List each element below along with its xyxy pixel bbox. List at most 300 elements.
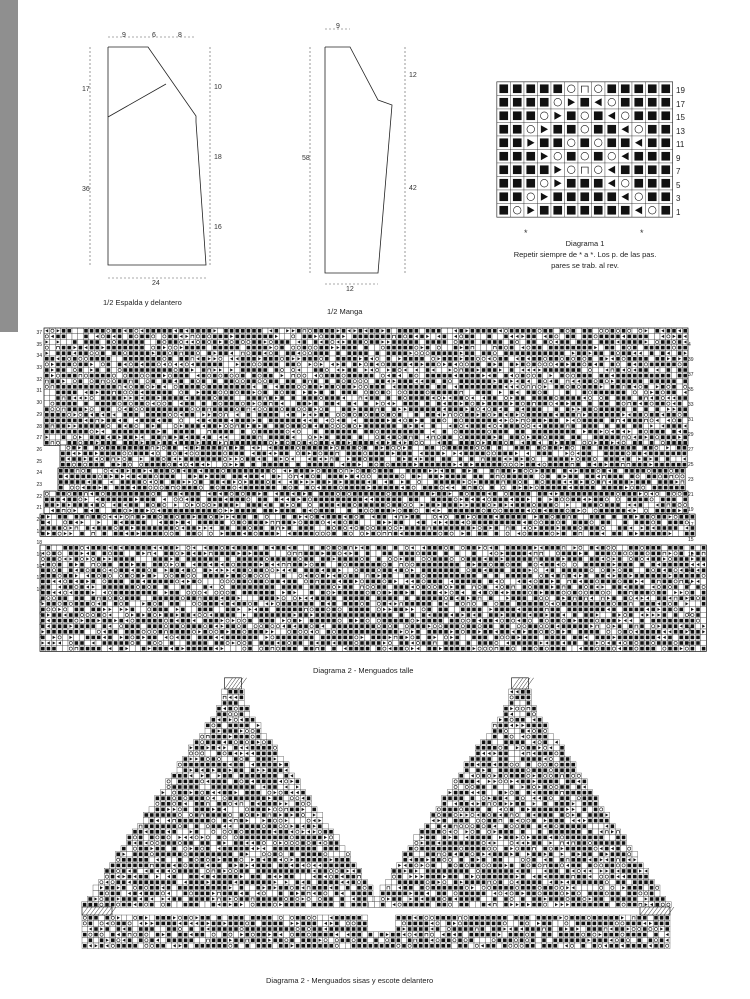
diagram-2-right-row-number: 31 [688,417,694,423]
diagram-1-cell [619,190,633,204]
diagram-1-row-number: 19 [676,86,685,95]
diagram-1-cell [659,177,673,191]
diagram-1-cell [511,109,525,123]
diagram-2-waist-row [40,514,695,520]
diagram-2-left-row-number: 24 [36,470,42,477]
diagram-2-left-row-number: 20 [36,517,42,523]
diagram-2-waist-row [40,623,706,629]
diagram-1-cell [632,177,646,191]
sleeve-dim-bottom: 12 [346,286,354,293]
diagram-2-armhole-row [503,711,537,717]
diagram-1-cell [646,82,660,96]
diagram-1-cell [578,136,592,150]
diagram-1-cell [511,82,525,96]
diagram-2-armhole-row [481,739,559,745]
diagram-2-armhole-row [498,717,543,723]
diagram-1-cell [659,190,673,204]
diagram-1-cell [605,136,619,150]
diagram-2-waist-row [40,573,706,579]
diagram-1-cell [592,136,606,150]
diagram-2-waist-row [44,491,688,497]
diagram-1-title: Diagrama 1 [565,239,605,248]
diagram-2-waist-row [44,412,688,418]
diagram-2-left-row-number: 29 [36,411,42,418]
diagram-2-left-row-number: 35 [36,341,42,348]
diagram-2-armhole-row [470,756,571,762]
diagram-1-cell [524,190,538,204]
diagram-2-armhole-grid [0,675,750,975]
diagram-2-armhole-row [492,723,548,729]
diagram-2-waist-row [44,345,688,351]
diagram-2-armhole-row [177,767,289,773]
diagram-2-waist-row [44,508,688,514]
diagram-2-armhole-row [132,829,334,835]
diagram-2-right-row-number: 19 [688,507,694,513]
diagram-2-waist-row [58,485,685,491]
diagram-2-right-row-number: 21 [688,492,694,498]
diagram-1-cell [605,123,619,137]
diagram-1-cell [605,204,619,218]
diagram-2-waist-row [44,373,688,379]
diagram-2-armhole-row [402,857,637,863]
diagram-2-waist-row [40,579,706,585]
diagram-2-waist-row [44,423,688,429]
diagram-1-cell [511,136,525,150]
diagram-2-armhole-row [419,829,621,835]
diagram-1-cell [592,109,606,123]
diagram-1-cell [538,123,552,137]
diagram-1-cell [538,190,552,204]
diagram-2-waist-row [40,531,695,537]
diagram-1-cell [619,96,633,110]
diagram-2-left-row-number: 34 [36,353,42,360]
diagram-2-waist-row [60,451,687,457]
diagram-1-cell [497,150,511,164]
diagram-2-waist-row [44,390,688,396]
diagram-1-cell [646,136,660,150]
diagram-2-armhole-row [93,891,373,897]
diagram-2-armhole-row [464,762,576,768]
diagram-1-cell [565,136,579,150]
diagram-2-waist-row [60,445,687,451]
diagram-2-armhole-row [155,795,312,801]
diagram-2-waist-row [44,356,688,362]
diagram-2-right-row-number: 1 [688,642,691,648]
diagram-1-row-numbers [676,84,690,219]
diagram-2-armhole-row [115,857,350,863]
diagram-1-cell [646,177,660,191]
diagram-1-cell [497,109,511,123]
diagram-1-cell [565,82,579,96]
diagram-1-cell [646,109,660,123]
diagram-2-waist-row [40,584,706,590]
dim-bottom: 24 [152,280,160,287]
dim-right-low: 16 [214,224,222,231]
schematic-back-front-caption: 1/2 Espalda y delantero [103,298,182,307]
diagram-2-right-row-number: 17 [688,522,694,528]
diagram-2-left-row-number: 19 [36,528,42,535]
diagram-2-armhole-row [442,795,599,801]
diagram-1-cell [538,150,552,164]
diagram-1-row-number: 11 [676,140,685,149]
diagram-1-cell [497,136,511,150]
diagram-1-cell [551,109,565,123]
diagram-2-waist-row [44,378,688,384]
diagram-2-armhole-row [115,851,350,857]
diagram-1-cell [511,204,525,218]
diagram-2-waist-row [44,395,688,401]
diagram-1-row-number: 15 [676,113,685,122]
diagram-2-waist-row [44,350,688,356]
diagram-2-right-row-number: 5 [688,612,691,618]
diagram-2-armhole-row [160,790,306,796]
diagram-1-cell [578,204,592,218]
diagram-2-left-row-number: 18 [36,540,42,547]
diagram-2-right-row-number: 9 [688,582,691,588]
diagram-2-left-row-number: 22 [36,493,42,500]
diagram-1-cell [646,190,660,204]
diagram-1-cell [659,123,673,137]
diagram-2-armhole-row [380,885,660,891]
diagram-1-cell [605,163,619,177]
sleeve-dim-right-lower: 42 [409,185,417,192]
diagram-2-armhole-row [104,868,362,874]
diagram-1-cell [511,150,525,164]
diagram-2-armhole-row [453,784,587,790]
diagram-1-cell [605,96,619,110]
diagram-2-right-row-number: 33 [688,402,694,408]
diagram-2-waist-row [44,328,688,334]
diagram-2-armhole-row [374,896,665,902]
diagram-1-cell [605,82,619,96]
diagram-1-cell [659,204,673,218]
diagram-2-waist-row [44,502,688,508]
diagram-1-cell [524,136,538,150]
diagram-2-armhole-row [121,846,345,852]
diagram-2-right-row-number: 15 [688,537,694,543]
diagram-1-cell [538,177,552,191]
diagram-2-left-row-number: 26 [36,446,42,453]
dim-top-mid: 6 [152,32,156,39]
sleeve-dim-right-upper: 12 [409,72,417,79]
diagram-1-cell [632,150,646,164]
diagram-1-cell [538,136,552,150]
diagram-2-armhole-row [143,812,322,818]
diagram-2-right-row-number: 39 [688,357,694,363]
diagram-1-row-number: 3 [676,194,681,203]
diagram-1-cell [592,163,606,177]
diagram-1-cell [551,136,565,150]
diagram-2-armhole-row [199,734,266,740]
diagram-2-left-row-number: 33 [36,365,42,372]
diagram-1-legend [490,238,680,271]
diagram-2-armhole-row [509,700,531,706]
diagram-2-armhole-row [447,790,593,796]
diagram-1-cell [632,109,646,123]
dim-left-upper: 17 [82,86,90,93]
diagram-2-waist-row [44,418,688,424]
diagram-1-cell [605,190,619,204]
diagram-2-armhole-row [127,835,340,841]
diagram-1-cell [497,123,511,137]
diagram-2-armhole-row [82,902,384,908]
diagram-2-armhole-caption: Diagrama 2 - Menguados sisas y escote delantero [266,976,434,985]
diagram-1-cell [592,96,606,110]
diagram-2-right-row-number: 13 [688,552,694,558]
diagram-1-cell [538,204,552,218]
diagram-2-waist-row [44,497,688,503]
diagram-1-cell [511,190,525,204]
diagram-2-waist-row [40,635,706,641]
diagram-2-armhole-row [205,728,261,734]
diagram-1-row-number: 9 [676,153,681,163]
diagram-1-cell [565,190,579,204]
diagram-2-armhole-row [171,773,294,779]
diagram-2-left-row-number: 10 [36,587,42,594]
diagram-1-row-number: 7 [676,167,681,176]
diagram-2-waist-row [44,406,688,412]
diagram-2-left-row-number: 4 [39,622,42,629]
diagram-2-armhole-row [127,840,340,846]
diagram-2-armhole-row [397,863,643,869]
diagram-1-cell [511,123,525,137]
diagram-2-armhole-row [391,874,649,880]
sleeve-dim-left: 58 [302,155,310,162]
diagram-1-cell [524,96,538,110]
diagram-2-right-row-number: 29 [688,432,694,438]
diagram-1-cell [619,177,633,191]
diagram-1-cell [578,190,592,204]
diagram-1-cell [659,82,673,96]
diagram-2-waist-row [40,520,695,526]
diagram-2-waist-row [58,474,685,480]
diagram-1-cell [524,123,538,137]
diagram-1-row-number: 13 [676,126,685,136]
schematic-sleeve-caption: 1/2 Manga [327,307,363,316]
diagram-2-armhole-row [183,756,284,762]
diagram-2-armhole-row [430,812,609,818]
diagram-2-waist-row [40,556,706,562]
diagram-2-waist-row [40,590,706,596]
diagram-1-cell [646,150,660,164]
diagram-1-cell [646,163,660,177]
diagram-2-armhole-row [442,801,599,807]
diagram-1-cell [632,136,646,150]
diagram-2-waist-row [40,607,706,613]
diagram-1-row-number: 1 [676,207,681,217]
diagram-2-armhole-row [110,863,356,869]
diagram-2-armhole-row [414,835,627,841]
diagram-1-cell [619,109,633,123]
diagram-1-grid [497,82,677,232]
diagram-1-cell [632,123,646,137]
diagram-2-armhole-row [222,700,244,706]
diagram-1-cell [646,204,660,218]
diagram-2-armhole-row [509,689,531,695]
diagram-1-cell [551,204,565,218]
diagram-2-waist-row [60,456,687,462]
diagram-1-cell [551,150,565,164]
diagram-2-armhole-row [166,779,300,785]
diagram-1-cell [619,163,633,177]
diagram-2-waist-row [40,551,706,557]
diagram-2-armhole-row [425,823,615,829]
diagram-1-cell [565,204,579,218]
diagram-2-waist-row [40,646,706,652]
diagram-2-armhole-row [177,762,289,768]
diagram-2-waist-row [44,362,688,368]
diagram-1-cell [565,163,579,177]
diagram-1-cell [659,150,673,164]
diagram-1-cell [659,136,673,150]
diagram-1-cell [659,109,673,123]
diagram-1-cell [497,96,511,110]
diagram-1-cell [538,163,552,177]
diagram-1-cell [578,123,592,137]
diagram-2-waist-row [58,468,685,474]
diagram-2-waist-row [40,629,706,635]
diagram-2-waist-row [44,401,688,407]
diagram-1-cell [524,163,538,177]
diagram-1-cell [592,82,606,96]
diagram-2-armhole-row [402,851,637,857]
diagram-1-cell [497,163,511,177]
diagram-2-armhole-row [222,695,244,701]
diagram-1-cell [605,150,619,164]
diagram-2-armhole-base [82,915,670,949]
diagram-2-armhole-row [475,751,565,757]
diagram-2-waist-caption: Diagrama 2 - Menguados talle [313,666,414,675]
diagram-1-cell [551,190,565,204]
diagram-1-cell [551,82,565,96]
diagram-2-waist-row [44,339,688,345]
diagram-2-right-row-number: 11 [688,567,694,573]
diagram-2-armhole-row [93,885,373,891]
diagram-1-cell [592,150,606,164]
diagram-2-armhole-row [155,801,312,807]
diagram-1-cell [632,163,646,177]
dim-top-left: 9 [122,32,126,39]
diagram-2-armhole-row [458,773,581,779]
diagram-2-waist-row [44,334,688,340]
diagram-2-left-row-number: 8 [39,598,42,605]
diagram-2-right-row-numbers [688,338,708,653]
diagram-2-armhole-row [414,840,627,846]
diagram-1-cell [551,163,565,177]
diagram-2-waist-row [44,367,688,373]
diagram-2-armhole-row [216,711,250,717]
diagram-2-waist-row [40,545,706,551]
diagram-2-left-row-number: 32 [36,376,42,383]
diagram-2-left-row-number: 31 [36,388,42,395]
diagram-2-armhole-row [104,874,362,880]
diagram-2-waist-row [44,434,688,440]
diagram-1-cell [578,163,592,177]
diagram-1-cell [497,177,511,191]
diagram-2-waist-row [44,384,688,390]
diagram-2-left-row-number: 37 [36,330,42,336]
diagram-2-waist-row [40,612,706,618]
diagram-1-cell [565,150,579,164]
diagram-2-waist-row [40,525,695,531]
diagram-2-armhole-row [87,896,378,902]
diagram-2-left-row-numbers [28,328,42,644]
diagram-2-armhole-row [430,818,609,824]
diagram-2-armhole-row [211,717,256,723]
diagram-1-cell [619,150,633,164]
diagram-2-left-row-number: 25 [36,458,42,465]
diagram-1-cell [565,96,579,110]
diagram-2-right-row-number: 35 [688,387,694,393]
diagram-1-cell [659,96,673,110]
diagram-1-note-2: pares se trab. al rev. [551,261,619,270]
diagram-1-cell [511,177,525,191]
diagram-1-cell [524,82,538,96]
diagram-2-waist-row [58,479,685,485]
diagram-2-armhole-row [503,706,537,712]
diagram-2-waist-row [40,567,706,573]
diagram-1-cell [592,123,606,137]
diagram-2-armhole-row [492,728,548,734]
diagram-2-armhole-row [380,891,660,897]
diagram-2-armhole-row [436,807,604,813]
diagram-1-cell [538,109,552,123]
diagram-1-note-1: Repetir siempre de * a *. Los p. de las pas. [513,250,657,259]
diagram-1-cell [565,109,579,123]
dim-left-lower: 36 [82,186,90,193]
diagram-2-armhole-row [205,723,261,729]
diagram-2-armhole-row [475,745,565,751]
diagram-2-armhole-row [369,902,671,908]
diagram-1-cell [578,82,592,96]
repeat-mark-left: * [524,228,528,238]
diagram-1-cell [632,82,646,96]
dim-right-top: 10 [214,84,222,91]
diagram-1-cell [551,96,565,110]
diagram-2-waist-row [40,601,706,607]
diagram-1-cell [632,204,646,218]
diagram-1-cell [524,109,538,123]
diagram-1-cell [538,96,552,110]
diagram-2-armhole-row [138,823,328,829]
diagram-1-cell [619,82,633,96]
diagram-1-cell [605,109,619,123]
diagram-1-cell [578,109,592,123]
diagram-2-left-row-number: 30 [36,400,42,407]
diagram-1-cell [659,163,673,177]
diagram-2-waist-row [40,640,706,646]
dim-top-right: 8 [178,32,182,39]
diagram-1-row-number: 5 [676,180,681,190]
diagram-1-cell [578,150,592,164]
diagram-1-cell [497,190,511,204]
diagram-2-left-row-number: 14 [36,563,42,570]
diagram-2-armhole-row [149,807,317,813]
diagram-2-right-row-number: 37 [688,372,694,378]
diagram-2-right-row-number: 25 [688,462,694,468]
diagram-2-right-row-number: 4 [688,342,691,348]
diagram-2-waist-row [40,595,706,601]
diagram-2-left-row-number: 27 [36,435,42,442]
diagram-1-cell [619,123,633,137]
diagram-1-cell [592,204,606,218]
repeat-mark-right: * [640,228,644,238]
diagram-1-cell [511,163,525,177]
diagram-2-armhole-row [188,751,278,757]
diagram-1-cell [551,177,565,191]
diagram-1-cell [538,82,552,96]
diagram-2-left-row-number: 2 [39,633,42,640]
